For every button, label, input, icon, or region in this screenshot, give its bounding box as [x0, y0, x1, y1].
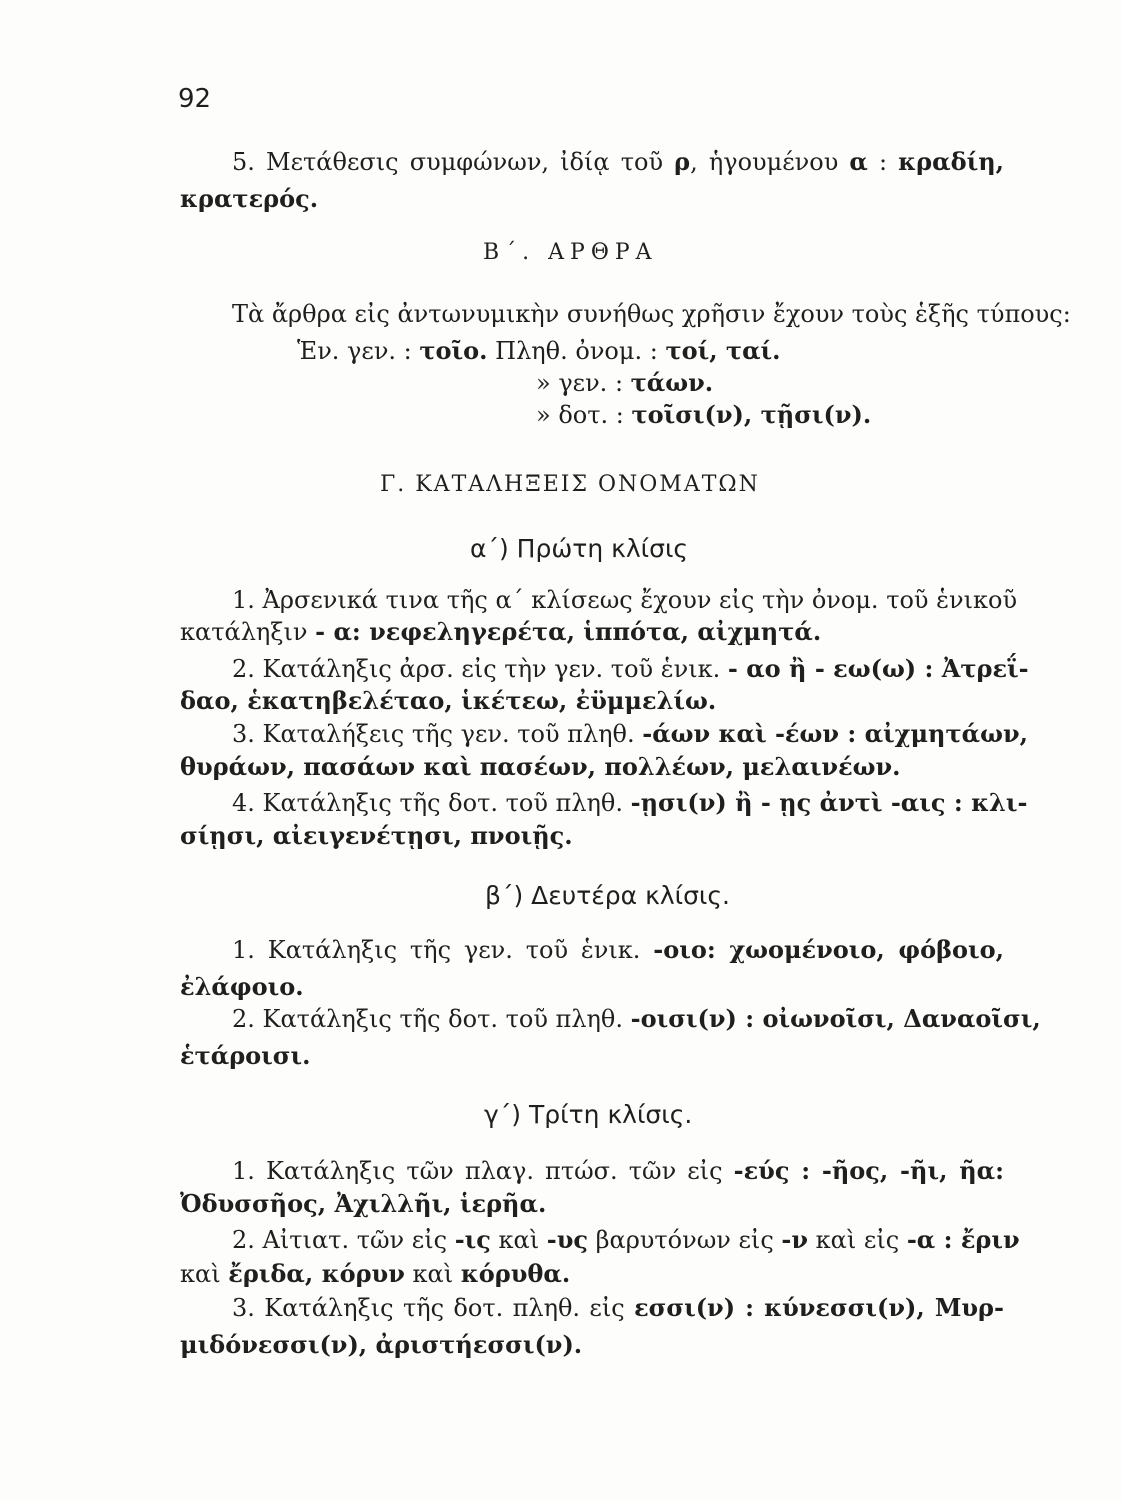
- item-text: 3. Καταλήξεις τῆς γεν. τοῦ πληθ.: [232, 720, 643, 748]
- row-3-label: » δοτ. :: [536, 401, 632, 429]
- row-1-form: τοῖο.: [419, 336, 488, 365]
- row-1-form-2: τοί, ταί.: [665, 336, 781, 365]
- section-5-text-mid: , ἡγουμένου: [690, 148, 850, 176]
- item-text: 1. Κατάληξις τῶν πλαγ. πτώσ. τῶν εἰς: [232, 1157, 734, 1185]
- decl-3-item-3-line-1: [232, 1293, 1004, 1323]
- decl-2-item-1-line-2: ἐλάφοιο.: [180, 972, 304, 1001]
- section-5-line-2: κρατερός.: [180, 184, 319, 213]
- decl-3-item-1-line-1: [232, 1156, 1004, 1186]
- articles-row-1: [297, 336, 781, 366]
- decl-2-item-1-line-1: [232, 935, 1004, 965]
- item-text: 2. Κατάληξις ἀρσ. εἰς τὴν γεν. τοῦ ἑνικ.: [232, 655, 728, 683]
- page-number: 92: [178, 84, 212, 114]
- decl-1-item-4-line-1: [232, 788, 1028, 818]
- item-text: 2. Κατάληξις τῆς δοτ. τοῦ πληθ.: [232, 1005, 631, 1033]
- decl-1-item-2-line-2: δαο, ἑκατηβελέταο, ἱκέτεω, ἐϋμμελίω.: [180, 686, 717, 715]
- item-form: ἔριδα, κόρυν: [228, 1259, 405, 1288]
- item-forms: -άων καὶ -έων : αἰχμητάων,: [642, 719, 1028, 748]
- item-text: καὶ: [404, 1260, 461, 1288]
- decl-2-heading: β΄) Δευτέρα κλίσις.: [485, 881, 731, 910]
- heading-noun-endings: Γ. ΚΑΤΑΛΗΞΕΙΣ ΟΝΟΜΑΤΩΝ: [380, 472, 760, 497]
- section-5-line-1: [232, 147, 1004, 177]
- item-forms: -ῃσι(ν) ἢ - ῃς ἀντὶ -αις : κλι-: [630, 788, 1028, 817]
- decl-1-item-1-line-1: 1. Ἀρσενικά τινα τῆς α΄ κλίσεως ἔχουν εἰς τὴν ὀνομ. τοῦ ἑνικοῦ: [232, 586, 1018, 614]
- item-text: 4. Κατάληξις τῆς δοτ. τοῦ πληθ.: [232, 789, 631, 817]
- item-text: βαρυτόνων εἰς: [587, 1226, 782, 1254]
- item-form: κόρυθα.: [460, 1259, 571, 1288]
- item-form: -ν: [781, 1225, 809, 1254]
- item-forms: εσσι(ν) : κύνεσσι(ν), Μυρ-: [634, 1293, 1004, 1322]
- item-text: 3. Κατάληξις τῆς δοτ. πληθ. εἰς: [232, 1294, 635, 1322]
- section-5-colon: :: [867, 148, 899, 176]
- decl-3-item-3-line-2: μιδόνεσσι(ν), ἀριστήεσσι(ν).: [180, 1330, 583, 1359]
- decl-1-item-1-line-2: [180, 617, 821, 647]
- item-forms: - α: νεφεληγερέτα, ἱππότα, αἰχμητά.: [315, 617, 822, 646]
- item-text: καὶ εἰς: [808, 1226, 907, 1254]
- item-text: 1. Κατάληξις τῆς γεν. τοῦ ἑνικ.: [232, 936, 654, 964]
- decl-1-item-3-line-1: [232, 719, 1028, 749]
- item-forms: -εύς : -ῆος, -ῆι, ῆα:: [733, 1156, 1004, 1185]
- row-2-label: » γεν. :: [536, 369, 631, 397]
- row-1-label: Ἑν. γεν. :: [297, 337, 420, 365]
- row-2-form: τάων.: [630, 368, 714, 397]
- decl-1-heading: α΄) Πρώτη κλίσις: [470, 534, 689, 563]
- heading-articles: Β΄. ΑΡΘΡΑ: [483, 240, 658, 265]
- item-forms: -οιο: χωομένοιο, φόβοιο,: [653, 935, 1004, 964]
- item-text: κατάληξιν: [180, 618, 316, 646]
- item-forms: -οισι(ν) : οἰωνοῖσι, Δαναοῖσι,: [630, 1004, 1041, 1033]
- articles-row-2: [536, 368, 713, 398]
- item-text: καὶ: [180, 1260, 229, 1288]
- decl-3-item-1-line-2: Ὀδυσσῆος, Ἀχιλλῆι, ἱερῆα.: [180, 1189, 547, 1218]
- section-5-kradie: κραδίη,: [898, 147, 1004, 176]
- decl-1-item-2-line-1: [232, 654, 1029, 684]
- articles-intro: Τὰ ἄρθρα εἰς ἀντωνυμικὴν συνήθως χρῆσιν ἔχουν τοὺς ἑξῆς τύπους:: [232, 300, 1071, 328]
- item-form: -ις: [454, 1225, 491, 1254]
- item-text: 2. Αἰτιατ. τῶν εἰς: [232, 1226, 455, 1254]
- articles-row-3: [536, 400, 871, 430]
- section-5-rho: ρ: [674, 147, 691, 176]
- section-5-alpha: α: [849, 147, 868, 176]
- decl-3-item-2-line-1: [232, 1225, 1020, 1255]
- decl-3-item-2-line-2: [180, 1259, 570, 1289]
- item-text: καὶ: [490, 1226, 547, 1254]
- item-form: -υς: [546, 1225, 588, 1254]
- item-forms: - αο ἢ - εω(ω) : Ἀτρεΐ-: [727, 654, 1029, 683]
- decl-2-item-2-line-1: [232, 1004, 1041, 1034]
- decl-1-item-4-line-2: σίῃσι, αἰειγενέτῃσι, πνοιῇς.: [180, 821, 573, 850]
- decl-1-item-3-line-2: θυράων, πασάων καὶ πασέων, πολλέων, μελαινέων.: [180, 752, 901, 781]
- decl-2-item-2-line-2: ἑτάροισι.: [180, 1041, 311, 1070]
- decl-3-heading: γ΄) Τρίτη κλίσις.: [484, 1100, 693, 1129]
- section-5-text: 5. Μετάθεσις συμφώνων, ἰδίᾳ τοῦ: [232, 148, 675, 176]
- row-3-form: τοῖσι(ν), τῇσι(ν).: [631, 400, 872, 429]
- row-1-mid: Πληθ. ὀνομ. :: [487, 337, 666, 365]
- item-form: -α : ἔριν: [906, 1225, 1020, 1254]
